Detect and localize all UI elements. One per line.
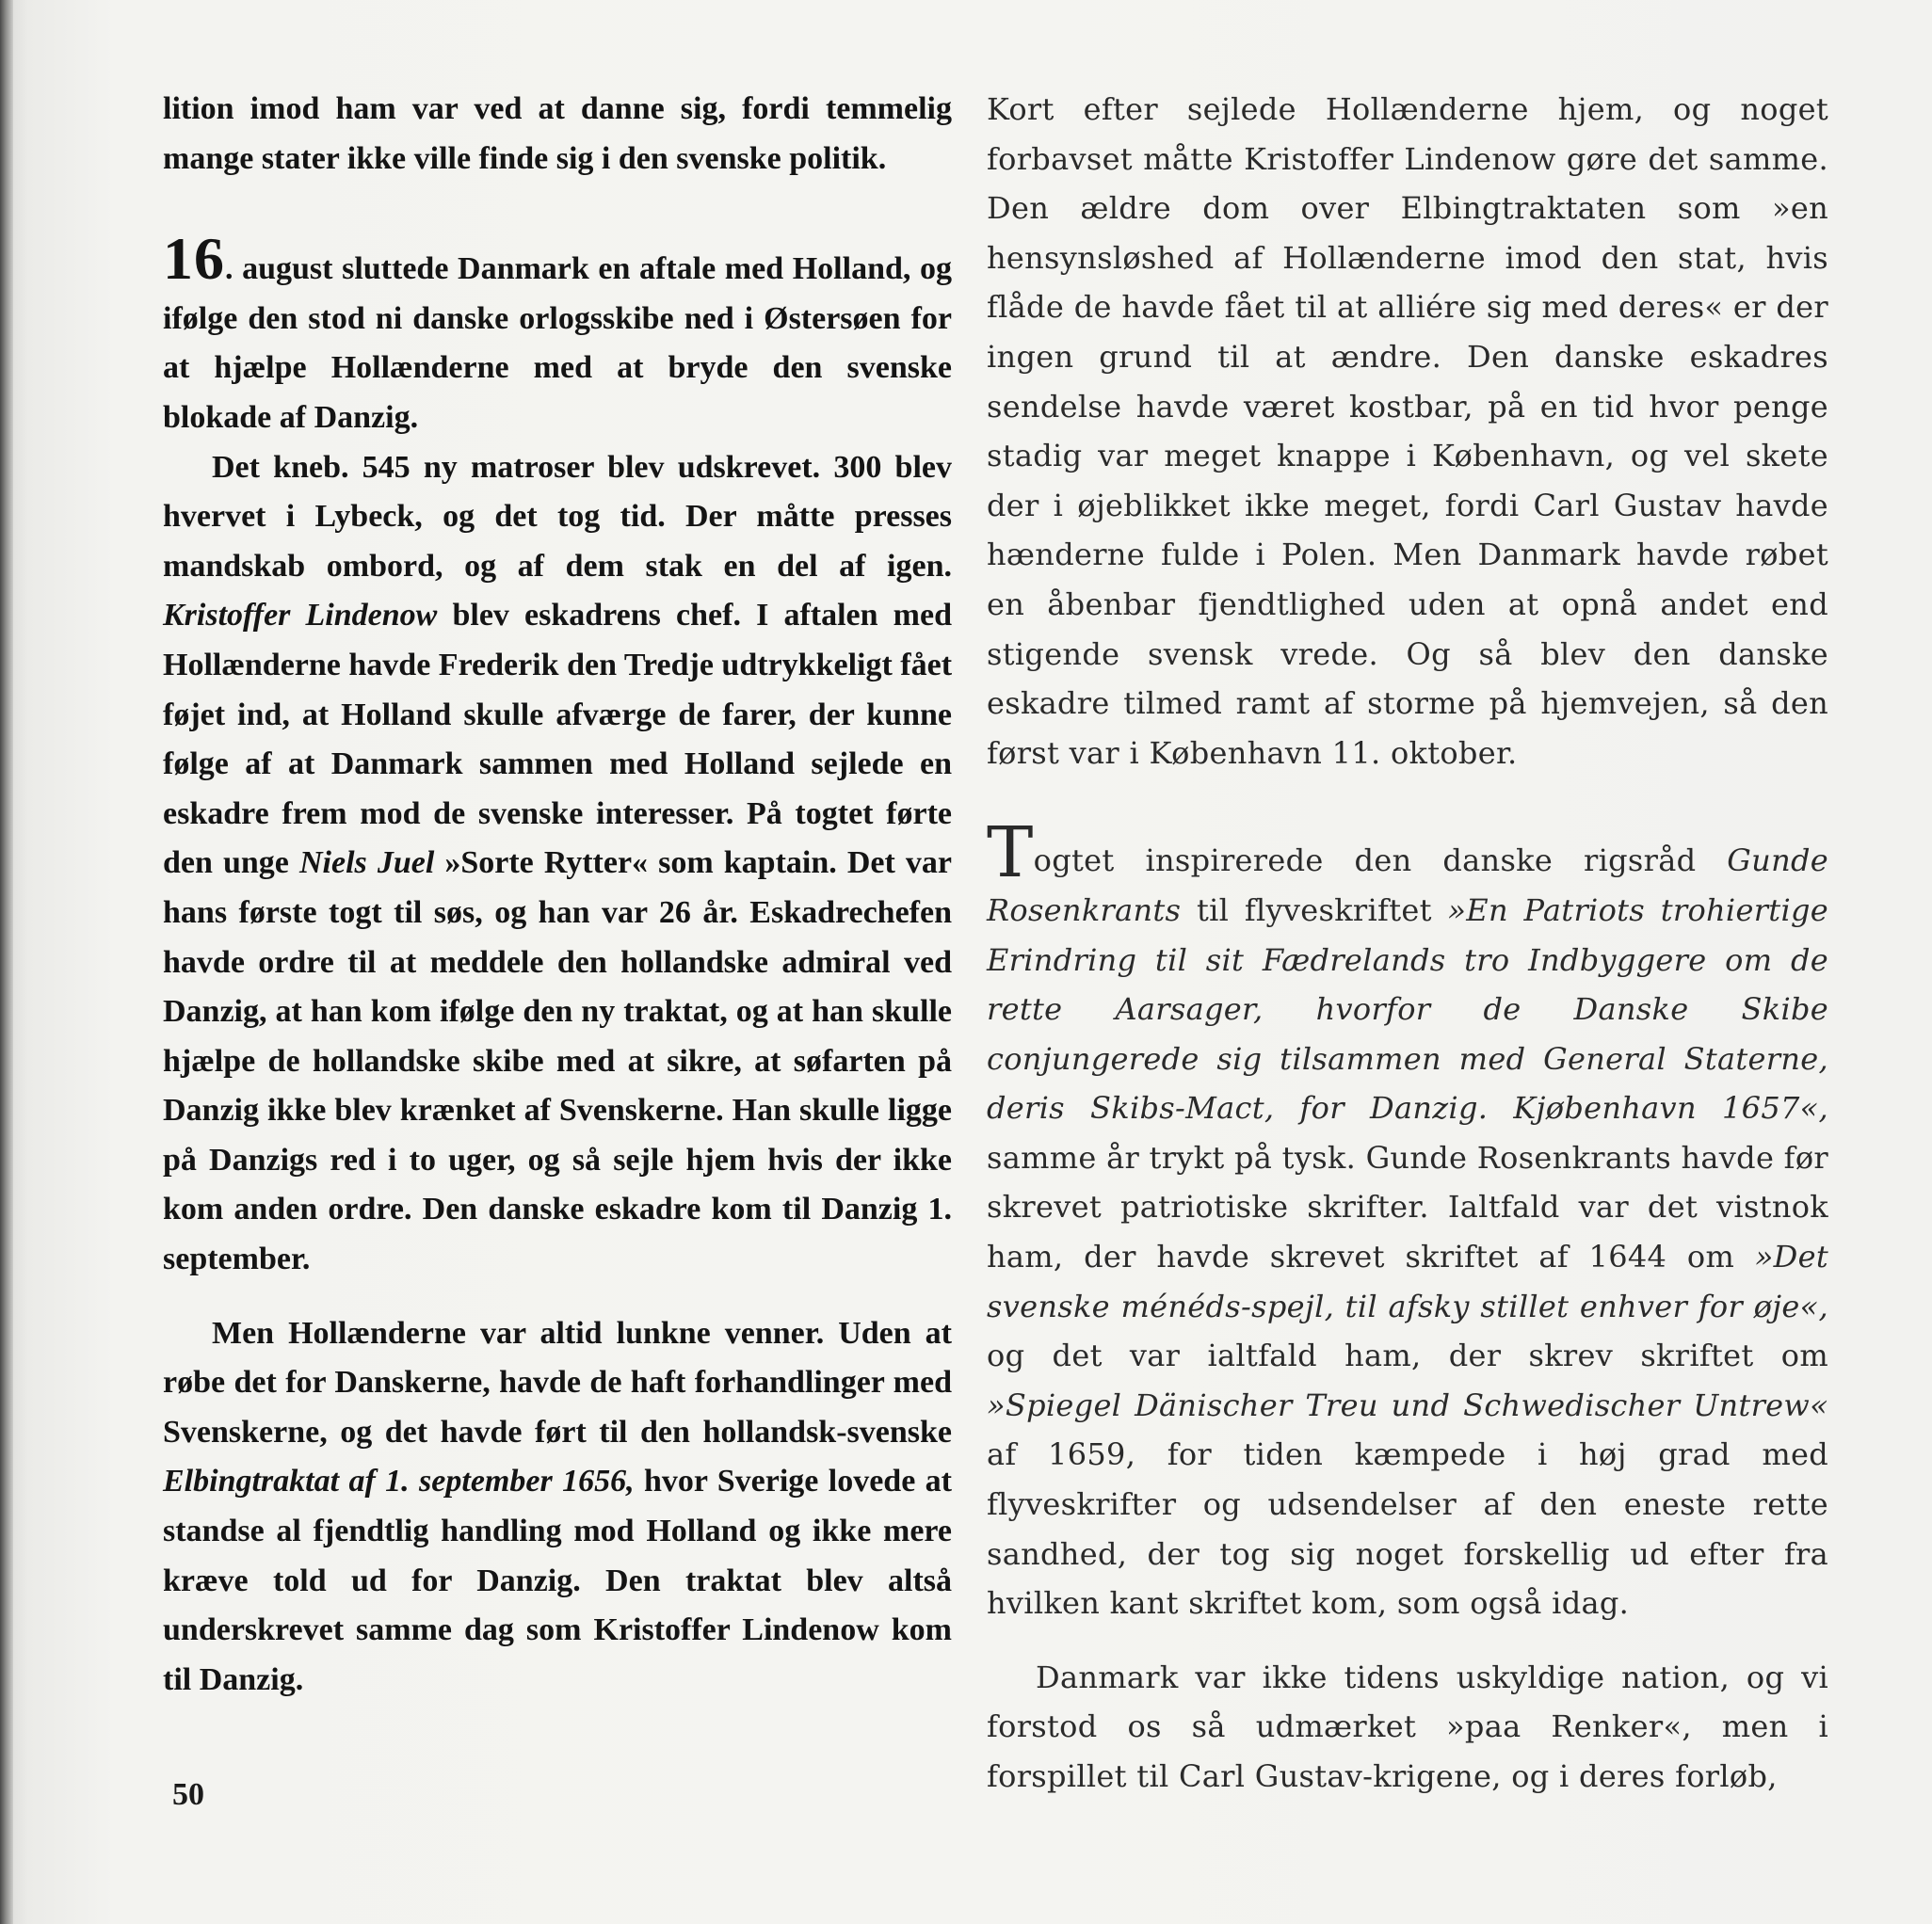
drop-cap-initial: T — [987, 812, 1034, 894]
page-number: 50 — [172, 1777, 204, 1812]
left-paragraph-1: lition imod ham var ved at danne sig, fordi temmelig mange stater ikke ville finde sig i den svenske politik. — [163, 91, 952, 176]
binding-edge — [0, 0, 13, 1924]
date-initial: 16 — [163, 225, 225, 293]
right-paragraph-1: Kort efter sejlede Hollænderne hjem, og noget forbavset måtte Kristoffer Lindenow gøre det samme. Den ældre dom over Elbingtraktaten som »en hensynsløshed af Hollænderne imod den stat, hvis flåde de havde fået til at alliére sig med deres« er der ingen grund til at ændre. Den danske eskadres sendelse havde været kostbar, på en tid hvor penge stadig var meget knappe i København, og vel skete der i øjeblikket ikke meget, fordi Carl Gustav havde hænderne fulde i Polen. Men Danmark havde røbet en åbenbar fjendtlighed uden at opnå andet end stigende svensk vrede. Og så blev den danske eskadre tilmed ramt af storme på hjemvejen, så den først var i København 11. oktober. — [987, 91, 1828, 771]
right-paragraph-2: Togtet inspirerede den danske rigsråd Gunde Rosenkrants til flyveskriftet »En Patriots trohiertige Erindring til sit Fædrelands tro Indbyggere om de rette Aarsager, hvorfor de Danske Skibe conjungerede sig tilsammen med General Staterne, deris Skibs-Mact, for Danzig. Kjøbenhavn 1657«, samme år trykt på tysk. Gunde Rosenkrants havde før skrevet patriotiske skrifter. Ialtfald var det vistnok ham, der havde skrevet skriftet af 1644 om »Det svenske ménéds-spejl, til afsky stillet enhver for øje«, og det var ialtfald ham, der skrev skriftet om »Spiegel Dänischer Treu und Schwedischer Untrew« af 1659, for tiden kæmpede i høj grad med flyveskrifter og udsendelser af den eneste rette sandhed, der tog sig noget forskellig ud efter fra hvilken kant skriftet kom, som også idag. — [987, 812, 1829, 1622]
left-paragraph-2: 16. august sluttede Danmark en aftale med Holland, og ifølge den stod ni danske orlogsskibe ned i Østersøen for at hjælpe Hollænderne med at bryde den svenske blokade af Danzig. — [163, 225, 952, 435]
right-text-column — [987, 85, 1828, 1802]
right-paragraph-3: Danmark var ikke tidens uskyldige nation, og vi forstod os så udmærket »paa Renker«, men i forspillet til Carl Gustav-krigene, og i deres forløb, — [987, 1659, 1828, 1794]
left-paragraph-4: Men Hollænderne var altid lunkne venner. Uden at røbe det for Danskerne, havde de haft forhandlinger med Svenskerne, og det havde ført til den hollandsk-svenske Elbingtraktat af 1. september 1656, hvor Sverige lovede at standse al fjendtlig handling mod Holland og ikke mere kræve told ud for Danzig. Den traktat blev altså underskrevet samme dag som Kristoffer Lindenow kom til Danzig. — [163, 1315, 952, 1697]
left-paragraph-3: Det kneb. 545 ny matroser blev udskrevet. 300 blev hvervet i Lybeck, og det tog tid. Der måtte presses mandskab ombord, og af dem stak en del af igen. Kristoffer Lindenow blev eskadrens chef. I aftalen med Hollænderne havde Frederik den Tredje udtrykkeligt fået føjet ind, at Holland skulle afværge de farer, der kunne følge af at Danmark sammen med Holland sejlede en eskadre frem mod de svenske interesser. På togtet førte den unge Niels Juel »Sorte Rytter« som kaptain. Det var hans første togt til søs, og han var 26 år. Eskadrechefen havde ordre til at meddele den hollandske admiral ved Danzig, at han kom ifølge den ny traktat, og at han skulle hjælpe de hollandske skibe med at sikre, at søfarten på Danzig ikke blev krænket af Svenskerne. Han skulle ligge på Danzigs red i to uger, og så sejle hjem hvis der ikke kom anden ordre. Den danske eskadre kom til Danzig 1. september. — [163, 449, 953, 1277]
left-text-column — [163, 85, 952, 1705]
